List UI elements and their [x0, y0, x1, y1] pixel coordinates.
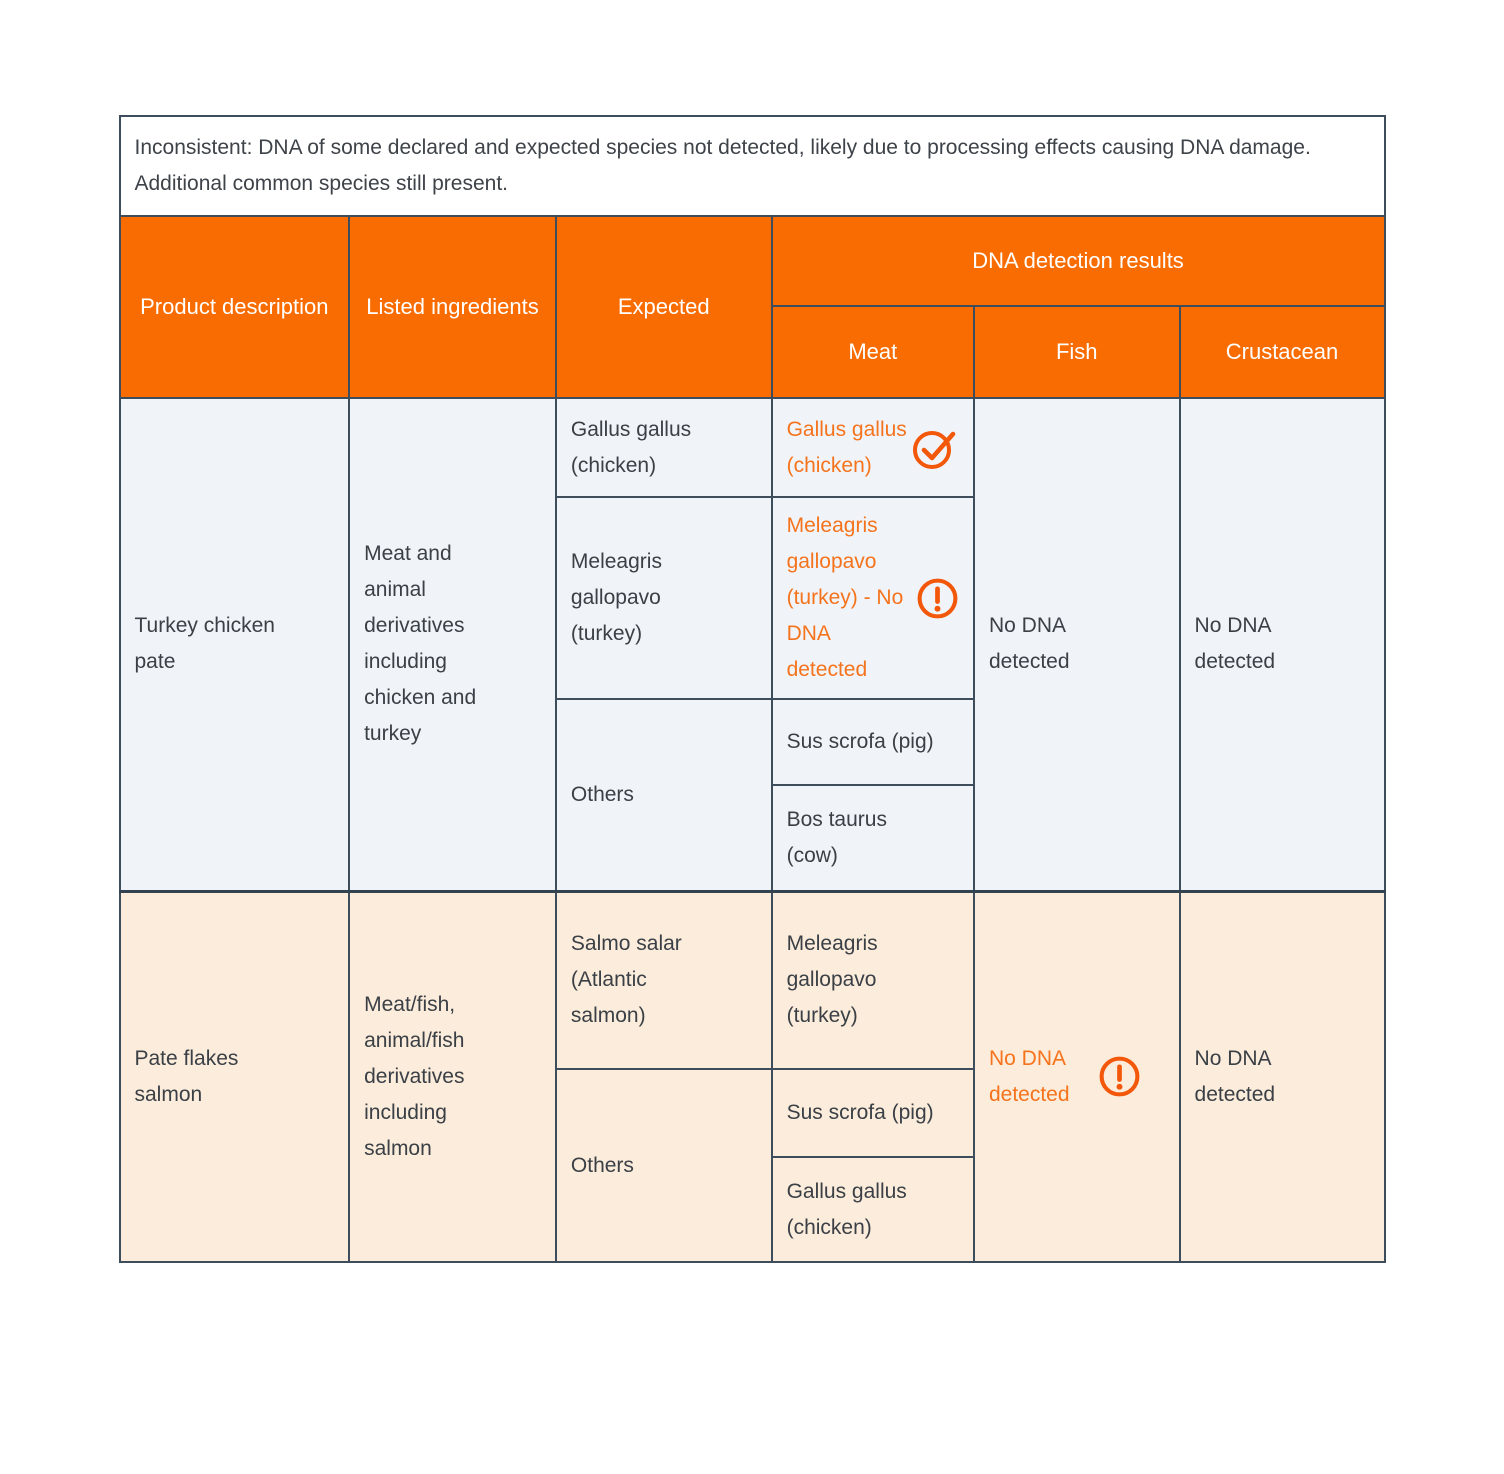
- crustacean-result-text: No DNA detected: [1194, 1046, 1276, 1106]
- check-circle-icon: [909, 422, 961, 474]
- cell-product-turkey-chicken-pate: [120, 398, 350, 891]
- product-name: Turkey chicken pate: [134, 614, 275, 674]
- column-header-meat: Meat: [772, 306, 974, 398]
- inconsistency-note-text: Inconsistent: DNA of some declared and expected species not detected, likely due to processing effects causing DNA damage. Additional common species still present.: [134, 136, 1311, 195]
- meat-result-text: Gallus gallus (chicken): [786, 1179, 907, 1239]
- product-name: Pate flakes salmon: [134, 1046, 239, 1106]
- warning-circle-icon: [914, 575, 961, 622]
- fish-result-text: No DNA detected: [988, 614, 1070, 674]
- cell-fish-result-not-detected: [974, 891, 1180, 1262]
- inconsistency-note: [120, 116, 1385, 216]
- fish-result-text: No DNA detected: [988, 1046, 1070, 1106]
- column-header-listed-ingredients: Listed ingredients: [349, 216, 556, 398]
- expected-species: Meleagris gallopavo (turkey): [570, 550, 662, 645]
- cell-fish-result-row1: [974, 398, 1180, 891]
- cell-meat-result-bos-taurus: [772, 785, 974, 891]
- cell-meat-result-meleagris-row2: [772, 891, 974, 1069]
- cell-meat-result-gallus-gallus-row2: [772, 1157, 974, 1262]
- column-header-expected: Expected: [556, 216, 772, 398]
- ingredients-text: Meat and animal derivatives including chicken and turkey: [364, 542, 477, 746]
- cell-meat-result-gallus-gallus-detected: [772, 398, 974, 497]
- cell-expected-others-row2: [556, 1069, 772, 1262]
- column-header-dna-detection-results: DNA detection results: [772, 216, 1385, 306]
- column-header-crustacean: Crustacean: [1180, 306, 1385, 398]
- meat-result-text: Gallus gallus (chicken): [786, 417, 907, 477]
- expected-species: Salmo salar (Atlantic salmon): [570, 932, 682, 1028]
- warning-circle-icon: [1096, 1053, 1143, 1100]
- cell-expected-salmo-salar: [556, 891, 772, 1069]
- expected-species: Others: [570, 782, 634, 806]
- cell-expected-gallus-gallus: [556, 398, 772, 497]
- cell-crustacean-result-row1: [1180, 398, 1385, 891]
- cell-meat-result-sus-scrofa-row2: [772, 1069, 974, 1157]
- crustacean-result-text: No DNA detected: [1194, 614, 1276, 674]
- cell-meat-result-sus-scrofa-row1: [772, 699, 974, 785]
- cell-meat-result-meleagris-not-detected: [772, 497, 974, 699]
- ingredients-text: Meat/fish, animal/fish derivatives including salmon: [364, 992, 465, 1160]
- meat-result-text: Sus scrofa (pig): [786, 1101, 934, 1124]
- meat-result-text: Bos taurus (cow): [786, 807, 887, 867]
- cell-ingredients-turkey-chicken-pate: [349, 398, 556, 891]
- meat-result-text: Sus scrofa (pig): [786, 730, 934, 753]
- cell-crustacean-result-row2: [1180, 891, 1385, 1262]
- dna-detection-table: [119, 115, 1386, 1263]
- cell-ingredients-pate-flakes-salmon: [349, 891, 556, 1262]
- column-header-product-description: Product description: [120, 216, 350, 398]
- column-header-fish: Fish: [974, 306, 1180, 398]
- cell-expected-others-row1: [556, 699, 772, 891]
- expected-species: Others: [570, 1153, 634, 1177]
- cell-expected-meleagris-gallopavo: [556, 497, 772, 699]
- meat-result-text: Meleagris gallopavo (turkey): [786, 932, 878, 1028]
- expected-species: Gallus gallus (chicken): [570, 417, 692, 477]
- meat-result-text: Meleagris gallopavo (turkey) - No DNA detected: [786, 514, 904, 681]
- cell-product-pate-flakes-salmon: [120, 891, 350, 1262]
